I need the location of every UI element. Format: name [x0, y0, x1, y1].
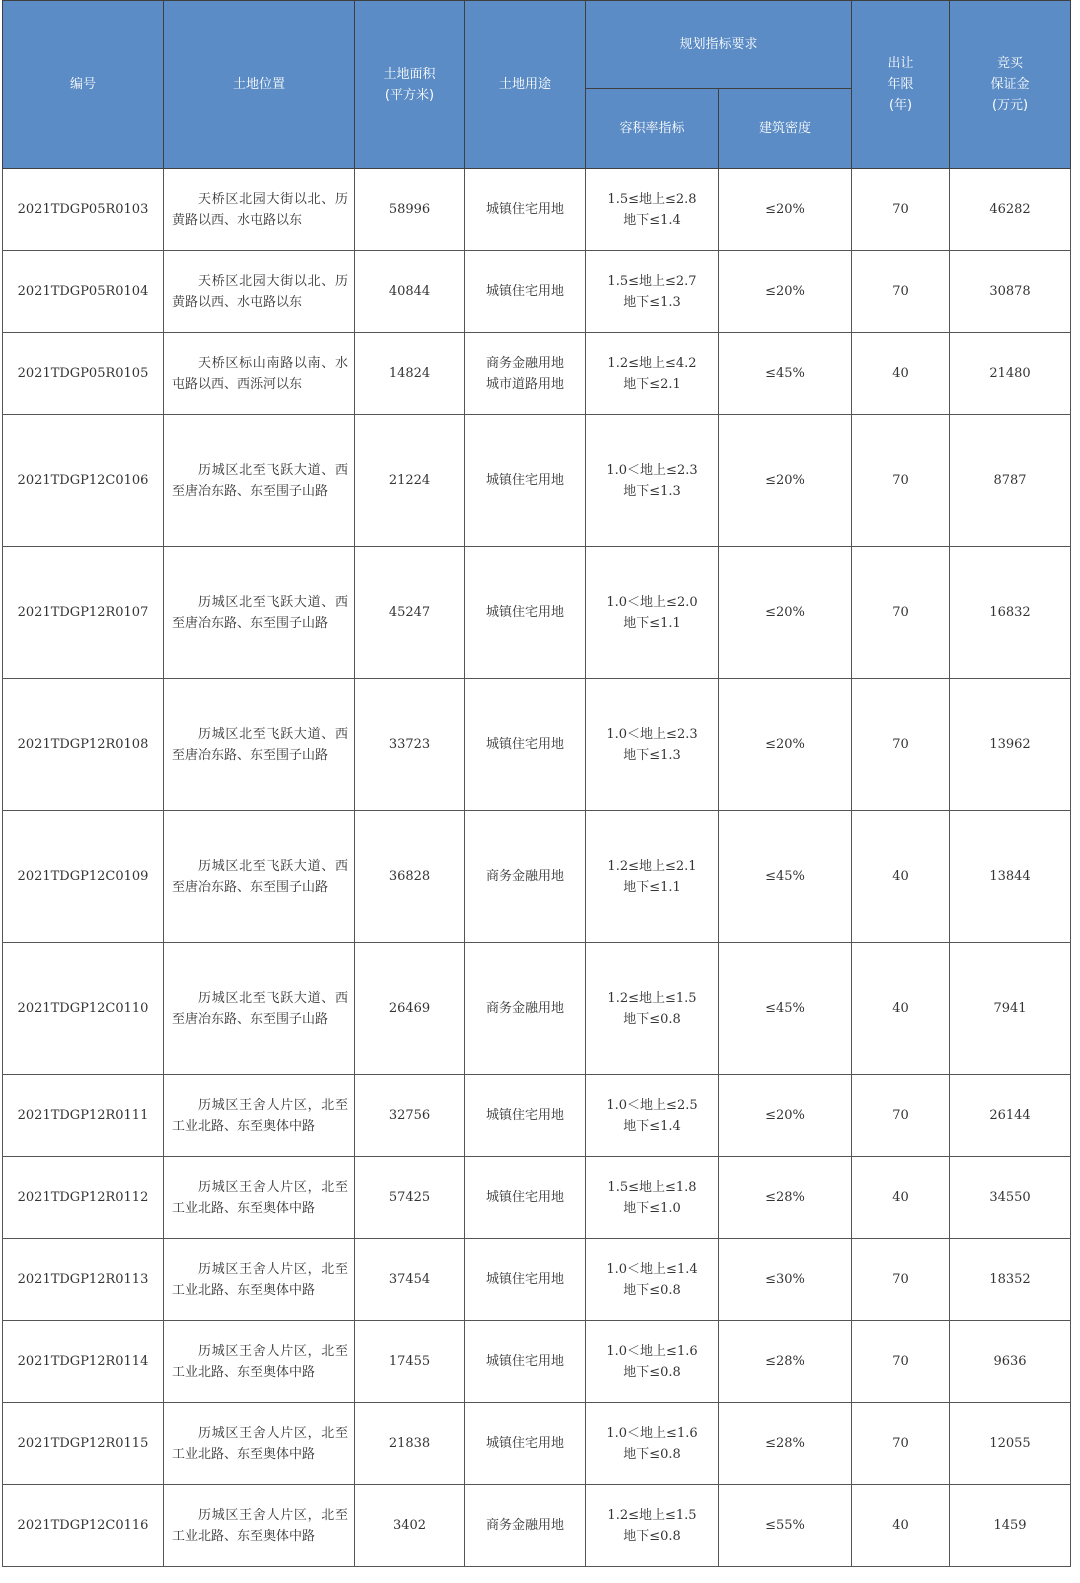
cell-density: ≤20%: [719, 1075, 852, 1157]
cell-far-text: 1.0＜地上≤2.0 地下≤1.1: [606, 594, 698, 631]
cell-far: [586, 1403, 719, 1485]
header-deposit-text: 竞买 保证金 (万元): [990, 56, 1030, 113]
cell-term: 70: [852, 169, 950, 251]
cell-deposit: 34550: [950, 1157, 1071, 1239]
cell-location: [164, 1075, 355, 1157]
cell-id: 2021TDGP12R0113: [3, 1239, 164, 1321]
cell-density: ≤28%: [719, 1157, 852, 1239]
cell-id: 2021TDGP05R0104: [3, 251, 164, 333]
table-row: [3, 1239, 1071, 1321]
cell-far: [586, 1239, 719, 1321]
cell-far-text: 1.2≤地上≤1.5 地下≤0.8: [607, 990, 697, 1027]
header-location: 土地位置: [164, 1, 355, 169]
cell-density: ≤45%: [719, 943, 852, 1075]
cell-far-text: 1.5≤地上≤2.8 地下≤1.4: [607, 191, 697, 228]
cell-far: [586, 169, 719, 251]
cell-term: 70: [852, 415, 950, 547]
cell-location-text: 历城区王舍人片区，北至工业北路、东至奥体中路: [172, 1179, 348, 1216]
cell-deposit: 46282: [950, 169, 1071, 251]
cell-far-text: 1.2≤地上≤4.2 地下≤2.1: [607, 355, 697, 392]
cell-location: [164, 943, 355, 1075]
cell-term: 70: [852, 1321, 950, 1403]
cell-term: 70: [852, 547, 950, 679]
cell-use-text: 城镇住宅用地: [485, 737, 564, 752]
cell-far-text: 1.0＜地上≤2.3 地下≤1.3: [606, 726, 698, 763]
cell-area: 36828: [355, 811, 465, 943]
cell-use: [465, 169, 586, 251]
cell-id: 2021TDGP12C0116: [3, 1485, 164, 1567]
header-deposit: [950, 1, 1071, 169]
cell-use: [465, 251, 586, 333]
header-density: 建筑密度: [719, 89, 852, 169]
cell-term: 70: [852, 1403, 950, 1485]
cell-density: ≤45%: [719, 333, 852, 415]
table-row: [3, 1403, 1071, 1485]
cell-area: 33723: [355, 679, 465, 811]
header-id: 编号: [3, 1, 164, 169]
cell-location-text: 天桥区北园大街以北、历黄路以西、水屯路以东: [172, 273, 348, 310]
cell-deposit: 13844: [950, 811, 1071, 943]
cell-deposit: 16832: [950, 547, 1071, 679]
cell-use-text: 城镇住宅用地: [485, 1354, 564, 1369]
table-row: [3, 1075, 1071, 1157]
cell-density: ≤28%: [719, 1321, 852, 1403]
cell-area: 57425: [355, 1157, 465, 1239]
cell-far-text: 1.0＜地上≤1.6 地下≤0.8: [606, 1343, 698, 1380]
cell-area: 32756: [355, 1075, 465, 1157]
cell-location-text: 历城区北至飞跃大道、西至唐冶东路、东至围子山路: [172, 594, 348, 631]
cell-use-text: 城镇住宅用地: [485, 605, 564, 620]
cell-area: 26469: [355, 943, 465, 1075]
table-body: [3, 169, 1071, 1567]
table-row: [3, 1321, 1071, 1403]
header-term-text: 出让 年限 (年): [887, 56, 914, 113]
cell-location-text: 历城区王舍人片区，北至工业北路、东至奥体中路: [172, 1425, 348, 1462]
cell-area: 45247: [355, 547, 465, 679]
cell-use: [465, 547, 586, 679]
cell-use-text: 城镇住宅用地: [485, 1272, 564, 1287]
cell-location-text: 历城区王舍人片区，北至工业北路、东至奥体中路: [172, 1261, 348, 1298]
cell-density: ≤45%: [719, 811, 852, 943]
cell-far-text: 1.0＜地上≤2.3 地下≤1.3: [606, 462, 698, 499]
cell-term: 40: [852, 943, 950, 1075]
cell-location: [164, 679, 355, 811]
cell-use: [465, 1403, 586, 1485]
cell-id: 2021TDGP12R0112: [3, 1157, 164, 1239]
cell-location: [164, 415, 355, 547]
cell-use: [465, 1321, 586, 1403]
cell-term: 40: [852, 1485, 950, 1567]
cell-location: [164, 1321, 355, 1403]
cell-id: 2021TDGP05R0103: [3, 169, 164, 251]
cell-density: ≤28%: [719, 1403, 852, 1485]
cell-far: [586, 333, 719, 415]
cell-use-text: 城镇住宅用地: [485, 1190, 564, 1205]
cell-far: [586, 547, 719, 679]
header-term: [852, 1, 950, 169]
cell-far-text: 1.0＜地上≤2.5 地下≤1.4: [606, 1097, 698, 1134]
table-row: [3, 1157, 1071, 1239]
table-header: [3, 1, 1071, 169]
cell-density: ≤20%: [719, 679, 852, 811]
cell-use: [465, 679, 586, 811]
cell-id: 2021TDGP12C0109: [3, 811, 164, 943]
table-row: [3, 251, 1071, 333]
cell-location-text: 天桥区标山南路以南、水屯路以西、西泺河以东: [172, 355, 348, 392]
cell-deposit: 9636: [950, 1321, 1071, 1403]
cell-far: [586, 679, 719, 811]
cell-area: 3402: [355, 1485, 465, 1567]
cell-location: [164, 1157, 355, 1239]
cell-area: 40844: [355, 251, 465, 333]
cell-term: 40: [852, 1157, 950, 1239]
cell-term: 40: [852, 333, 950, 415]
cell-far: [586, 415, 719, 547]
cell-use-text: 商务金融用地: [485, 869, 564, 884]
cell-id: 2021TDGP05R0105: [3, 333, 164, 415]
cell-density: ≤20%: [719, 251, 852, 333]
cell-term: 70: [852, 1239, 950, 1321]
cell-term: 70: [852, 1075, 950, 1157]
cell-far: [586, 1075, 719, 1157]
cell-deposit: 26144: [950, 1075, 1071, 1157]
cell-location: [164, 1403, 355, 1485]
cell-far-text: 1.2≤地上≤2.1 地下≤1.1: [607, 858, 697, 895]
table-row: [3, 679, 1071, 811]
cell-far-text: 1.5≤地上≤2.7 地下≤1.3: [607, 273, 697, 310]
cell-location: [164, 251, 355, 333]
cell-density: ≤30%: [719, 1239, 852, 1321]
cell-far: [586, 1321, 719, 1403]
cell-use-text: 城镇住宅用地: [485, 473, 564, 488]
cell-id: 2021TDGP12C0106: [3, 415, 164, 547]
cell-use-text: 城镇住宅用地: [485, 284, 564, 299]
cell-far: [586, 1157, 719, 1239]
cell-density: ≤20%: [719, 415, 852, 547]
cell-deposit: 30878: [950, 251, 1071, 333]
header-area-text: 土地面积 (平方米): [383, 66, 436, 103]
cell-area: 14824: [355, 333, 465, 415]
cell-deposit: 8787: [950, 415, 1071, 547]
header-planning: 规划指标要求: [586, 1, 852, 89]
cell-term: 70: [852, 679, 950, 811]
cell-location-text: 历城区王舍人片区，北至工业北路、东至奥体中路: [172, 1097, 348, 1134]
cell-location: [164, 547, 355, 679]
cell-far: [586, 811, 719, 943]
cell-far: [586, 1485, 719, 1567]
cell-location-text: 天桥区北园大街以北、历黄路以西、水屯路以东: [172, 191, 348, 228]
cell-use: [465, 811, 586, 943]
cell-density: ≤20%: [719, 547, 852, 679]
header-area: [355, 1, 465, 169]
cell-far: [586, 251, 719, 333]
table-row: [3, 811, 1071, 943]
cell-id: 2021TDGP12R0115: [3, 1403, 164, 1485]
cell-deposit: 7941: [950, 943, 1071, 1075]
cell-use: [465, 1485, 586, 1567]
cell-use: [465, 333, 586, 415]
cell-far: [586, 943, 719, 1075]
table-row: [3, 415, 1071, 547]
cell-location: [164, 169, 355, 251]
cell-id: 2021TDGP12R0114: [3, 1321, 164, 1403]
cell-use-text: 商务金融用地 城市道路用地: [485, 355, 564, 392]
cell-use-text: 城镇住宅用地: [485, 202, 564, 217]
header-use: 土地用途: [465, 1, 586, 169]
cell-deposit: 13962: [950, 679, 1071, 811]
cell-deposit: 12055: [950, 1403, 1071, 1485]
cell-area: 21838: [355, 1403, 465, 1485]
cell-density: ≤20%: [719, 169, 852, 251]
cell-area: 37454: [355, 1239, 465, 1321]
cell-location-text: 历城区北至飞跃大道、西至唐冶东路、东至围子山路: [172, 462, 348, 499]
cell-use: [465, 1075, 586, 1157]
cell-use-text: 商务金融用地: [485, 1518, 564, 1533]
table-row: [3, 943, 1071, 1075]
cell-far-text: 1.0＜地上≤1.4 地下≤0.8: [606, 1261, 698, 1298]
cell-location-text: 历城区王舍人片区，北至工业北路、东至奥体中路: [172, 1507, 348, 1544]
cell-location-text: 历城区北至飞跃大道、西至唐冶东路、东至围子山路: [172, 726, 348, 763]
cell-use: [465, 943, 586, 1075]
table-row: [3, 547, 1071, 679]
cell-area: 17455: [355, 1321, 465, 1403]
cell-deposit: 1459: [950, 1485, 1071, 1567]
header-far: 容积率指标: [586, 89, 719, 169]
cell-use-text: 城镇住宅用地: [485, 1436, 564, 1451]
cell-use: [465, 1239, 586, 1321]
cell-location: [164, 1485, 355, 1567]
cell-id: 2021TDGP12R0111: [3, 1075, 164, 1157]
cell-far-text: 1.0＜地上≤1.6 地下≤0.8: [606, 1425, 698, 1462]
cell-use: [465, 415, 586, 547]
cell-location: [164, 1239, 355, 1321]
cell-location-text: 历城区北至飞跃大道、西至唐冶东路、东至围子山路: [172, 990, 348, 1027]
cell-id: 2021TDGP12R0108: [3, 679, 164, 811]
cell-use-text: 城镇住宅用地: [485, 1108, 564, 1123]
cell-term: 40: [852, 811, 950, 943]
table-row: [3, 169, 1071, 251]
cell-location: [164, 811, 355, 943]
cell-id: 2021TDGP12C0110: [3, 943, 164, 1075]
cell-location-text: 历城区北至飞跃大道、西至唐冶东路、东至围子山路: [172, 858, 348, 895]
cell-use-text: 商务金融用地: [485, 1001, 564, 1016]
table-row: [3, 333, 1071, 415]
cell-use: [465, 1157, 586, 1239]
cell-term: 70: [852, 251, 950, 333]
land-parcel-table: [2, 0, 1071, 1567]
cell-location-text: 历城区王舍人片区，北至工业北路、东至奥体中路: [172, 1343, 348, 1380]
cell-deposit: 18352: [950, 1239, 1071, 1321]
cell-far-text: 1.2≤地上≤1.5 地下≤0.8: [607, 1507, 697, 1544]
cell-area: 58996: [355, 169, 465, 251]
cell-location: [164, 333, 355, 415]
cell-id: 2021TDGP12R0107: [3, 547, 164, 679]
cell-far-text: 1.5≤地上≤1.8 地下≤1.0: [607, 1179, 697, 1216]
cell-deposit: 21480: [950, 333, 1071, 415]
table-row: [3, 1485, 1071, 1567]
cell-area: 21224: [355, 415, 465, 547]
cell-density: ≤55%: [719, 1485, 852, 1567]
